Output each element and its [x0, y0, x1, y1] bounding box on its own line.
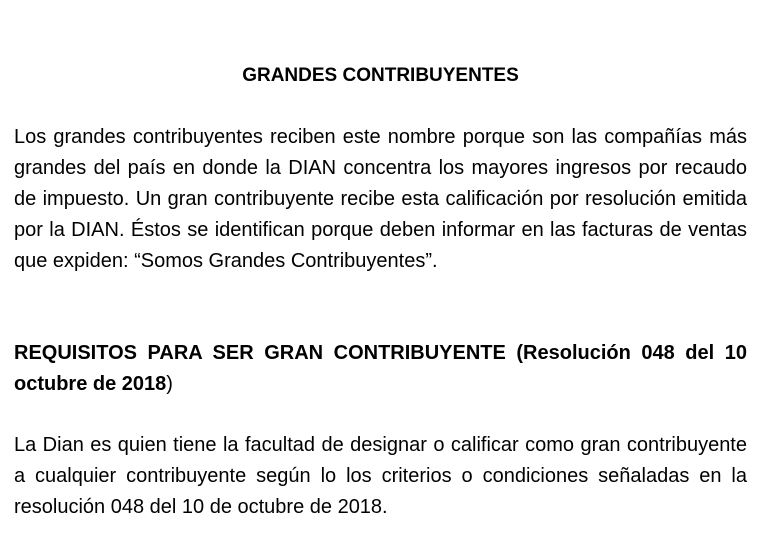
requisitos-heading: REQUISITOS PARA SER GRAN CONTRIBUYENTE (Resolución 048 del 10 octubre de 2018 [14, 342, 747, 395]
intro-paragraph: Los grandes contribuyentes reciben este nombre porque son las compañías más grandes del país en donde la DIAN concentra los mayores ingresos por recaudo de impuesto. Un gran contribuyente recibe esta calificación por resolución emitida por la DIAN. Éstos se identifican porque deben informar en las facturas de ventas que expiden: “Somos Grandes Contribuyentes”. [14, 126, 747, 272]
requisitos-heading-paragraph [14, 338, 747, 400]
designation-paragraph: La Dian es quien tiene la facultad de designar o calificar como gran contribuyente a cualquier contribuyente según lo los criterios o condiciones señaladas en la resolución 048 del 10 de octubre de 2018. [14, 434, 747, 518]
requisitos-heading-close: ) [166, 373, 173, 395]
document-title: GRANDES CONTRIBUYENTES [242, 65, 519, 86]
